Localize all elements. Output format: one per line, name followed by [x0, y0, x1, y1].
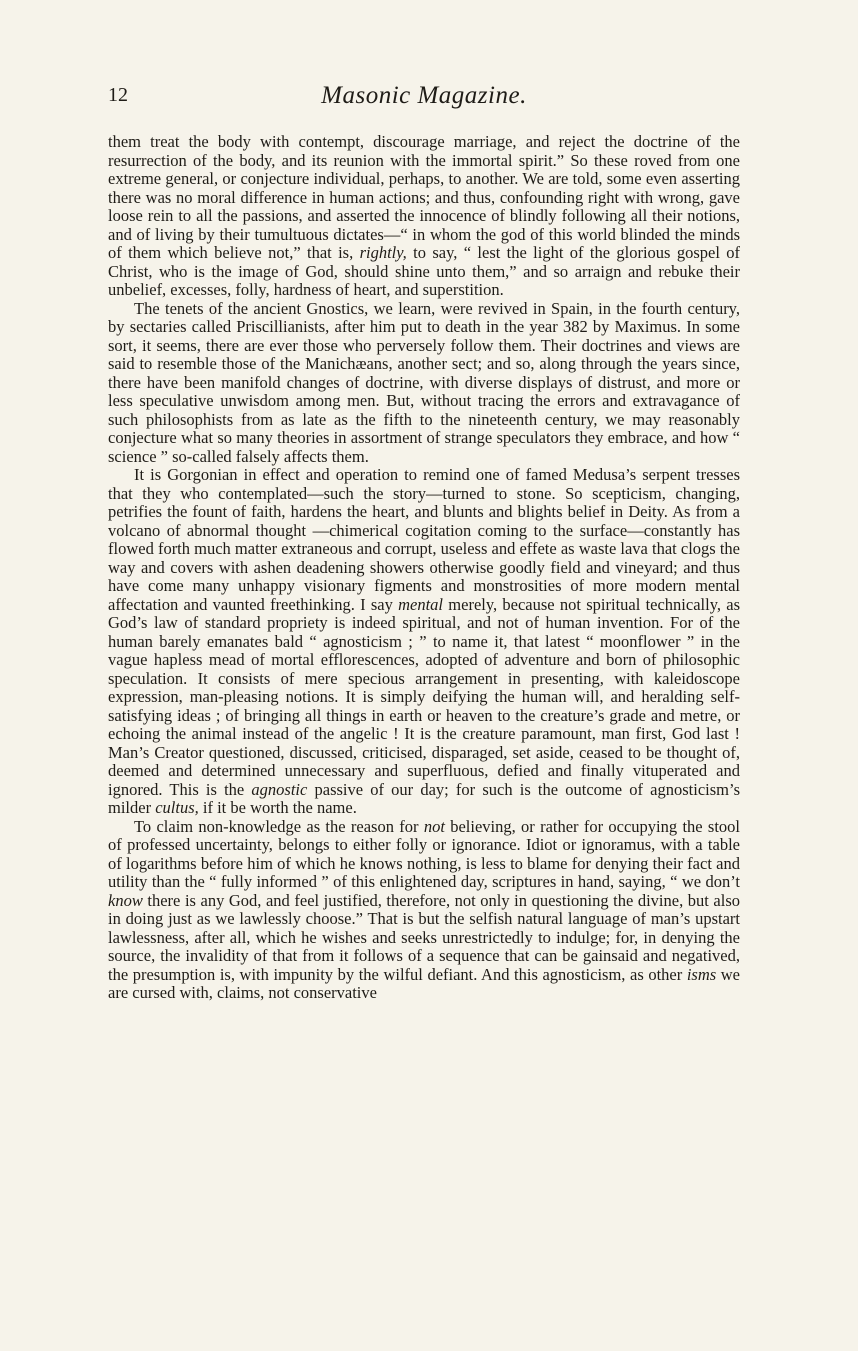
text-run: them treat the body with contempt, discourage marriage, and reject the doctrine of the resurrection of the body, and its reunion with the immortal spirit.” So these roved from one extreme general, or conjecture individual, perhaps, to another. We are told, some even asserting there was no moral difference in human actions; and thus, confounding right with wrong, gave loose rein to all the passions, and asserted the innocence of blindly following all their notions, and of living by their tumultuous dictates—“ in whom the god of this world blinded the minds of them which believe not,” that is, — [108, 132, 740, 262]
text-run: to say, “ lest the light of the glorious gospel of Christ, who is the image of God, should shine unto them,” and so arraign and rebuke their unbelief, excesses, folly, hardness of heart, and superstition. — [108, 243, 741, 299]
text-run: The tenets of the ancient Gnostics, we learn, were revived in Spain, in the fourth century, by sectaries called Priscillianists, after him put to death in the year 382 by Maximus. In some sort, it seems, there are ever those who perversely follow them. Their doctrines and views are said to resemble those of the Manichæans, another sect; and so, along through the years since, there have been manifold changes of doctrine, with diverse displays of distrust, and more or less speculative unwisdom among men. But, without tracing the errors and extravagance of such philosophists from as late as the fifth to the nineteenth century, we may reasonably conjecture what so many theories in assortment of strange speculators they embrace, and how “ science ” so-called falsely affects them. — [108, 298, 740, 466]
text-run: we are cursed with, claims, not conservative — [108, 964, 740, 1002]
italic-text: know — [108, 890, 143, 910]
text-run: It is Gorgonian in effect and operation to remind one of famed Medusa’s serpent tresses that they who contemplated—such the story—turned to stone. So scepticism, changing, petrifies the fount of faith, hardens the heart, and blunts and blights belief in Deity. As from a volcano of abnormal thought —chimerical cogitation coming to the surface—constantly has flowed forth much matter extraneous and corrupt, useless and effete as waste lava that clogs the way and covers with ashen deadening showers otherwise goodly field and vineyard; and thus have come many unhappy visionary figments and monstrosities of more modern mental affectation and vaunted freethinking. I say — [108, 465, 740, 614]
page-header — [108, 84, 740, 112]
text-run: believing, or rather for occupying the stool of professed uncertainty, belongs to either folly or ignorance. Idiot or ignoramus, with a table of logarithms before him of which he knows nothing, is less to blame for denying their fact and utility than the “ fully informed ” of this enlightened day, scriptures in hand, saying, “ we don’t — [108, 816, 740, 891]
text-run: passive of our day; for such is the outcome of agnosticism’s milder — [108, 779, 740, 817]
page-number: 12 — [108, 84, 128, 106]
italic-text: isms — [686, 964, 717, 984]
text-run: merely, because not spiritual technically, as God’s law of standard propriety is indeed spiritual, and not of human invention. For of the human barely emanates bald “ agnosticism ; ” to name it, that latest “ moonflower ” in the vague hapless mead of mortal efflorescences, adopted of adventure and born of philosophic speculation. It consists of mere specious arrangement in presenting, with kaleidoscope expression, man-pleasing notions. It is simply deifying the human will, and heralding self-satisfying ideas ; of bringing all things in earth or heaven to the creature’s grade and metre, or echoing the animal instead of the angelic ! It is the creature paramount, man first, God last ! Man’s Creator questioned, discussed, criticised, disparaged, set aside, ceased to be thought of, deemed and determined unnecessary and superfluous, defied and finally vituperated and ignored. This is the — [108, 594, 741, 799]
italic-text: rightly, — [359, 243, 407, 262]
paragraph — [108, 818, 740, 1003]
paragraph — [108, 133, 740, 300]
article-body — [108, 133, 740, 1003]
italic-text: mental — [398, 594, 444, 614]
paragraph — [108, 300, 740, 467]
running-title: Masonic Magazine. — [321, 82, 527, 109]
italic-text: cultus, — [155, 798, 199, 817]
italic-text: not — [423, 816, 445, 836]
text-run: there is any God, and feel justified, therefore, not only in questioning the divine, but also in doing just as we lawlessly choose.” That is but the selfish natural language of man’s upstart lawlessness, after all, which he wishes and seeks unrestrictedly to indulge; for, in denying the source, the invalidity of that from it follows of a sequence that can be gainsaid and negatived, the presumption is, with impunity by the wilful defiant. And this agnosticism, as other — [108, 890, 740, 984]
paragraph — [108, 466, 740, 818]
italic-text: agnostic — [251, 779, 308, 799]
text-run: if it be worth the name. — [198, 798, 357, 817]
text-run: To claim non-knowledge as the reason for — [134, 816, 424, 836]
